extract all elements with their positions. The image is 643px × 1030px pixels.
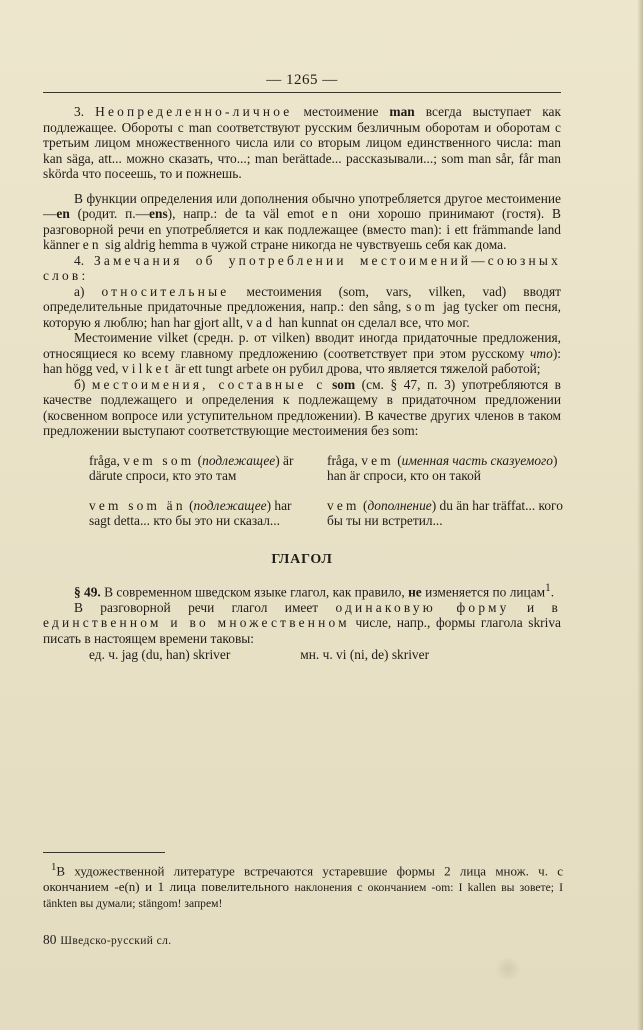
verb-paradigm <box>89 647 561 663</box>
word-man: man <box>389 104 415 119</box>
header-rule <box>43 92 561 93</box>
section-number: § 49. <box>74 584 101 600</box>
page-edge-shadow <box>637 0 643 1030</box>
footnote-ref: 1 <box>545 582 551 594</box>
section-title-verb: ГЛАГОЛ <box>271 551 333 567</box>
paragraph-relative-pronouns: а) относительные местоимения (som, vars, vilken, vad) вводят определительные придаточные предложения, напр.: den sång, som jag tycker om песня, которую я люблю; han har gjort allt, vad han kunnat он сделал все, что мог. <box>43 283 561 330</box>
term-indefinite-personal: Неопределенно-личное <box>95 104 293 119</box>
example-predicate: fråga, vem (именная часть сказуемого) han är спроси, кто он такой <box>327 452 558 483</box>
footnote: $^1$В художественной литературе встречаются устаревшие формы 2 лица множ. ч. с окончанием -e(n) и 1 лица повелительного наклонения с окончанием -om: I kallen вы зовете; I tänkten вы думали; stängom! запрем! <box>43 861 563 911</box>
paradigm-plural: мн. ч. vi (ni, de) skriver <box>300 647 430 663</box>
examples-grid <box>89 453 561 543</box>
paragraph-vilket: Местоимение vilket (средн. р. от vilken) вводит иногда придаточные предложения, относящиеся ко всему главному предложению (соответствует при этом русскому что): han högg ved, vilket är ett tungt arbete он рубил дрова, что является тяжелой работой; <box>43 330 561 376</box>
example-concessive-subject: vem som än (подлежащее) har sagt detta... кто бы это ни сказал... <box>89 497 292 528</box>
footnote-rule <box>43 852 165 853</box>
paragraph-verb-forms: В разговорной речи глагол имеет одинаковую форму и в единственном и во множественном числе, напр., формы глагола skriva писать в настоящем времени таковы: <box>43 599 561 646</box>
paragraph-en-pronoun: В функции определения или дополнения обычно употребляется другое местоимение—en (родит. п.—ens), напр.: de ta väl emot en они хорошо принимают (гостя). В разговорной речи en употребляется и как подлежащее (вместо man): i ett främmande land känner en sig aldrig hemma в чужой стране никогда не чувствуешь себя как дома. <box>43 190 561 252</box>
example-subject: fråga, vem som (подлежащее) är därute спроси, кто это там <box>89 452 294 483</box>
paragraph-remarks-heading: 4. Замечания об употреблении местоимений—союзных слов: <box>43 252 561 283</box>
paper-stain <box>493 958 523 980</box>
paradigm-singular: ед. ч. jag (du, han) skriver <box>89 647 231 663</box>
main-text <box>43 104 561 663</box>
footnote-mark: 1 <box>51 861 57 873</box>
example-concessive-object: vem (дополнение) du än har träffat... кого бы ты ни встретил... <box>327 497 563 528</box>
paragraph-49: § 49. В современном шведском языке глагол, как правило, не изменяется по лицам$^1$. <box>74 582 555 600</box>
paragraph-compound-pronouns: б) местоимения, составные с som (см. § 47, п. 3) употребляются в качестве подлежащего и определения к подлежащему в придаточном предложении (косвенном вопросе или уступительном предложении). В качестве других членов в таком предложении выступают соответствующие местоимения без som: <box>43 376 561 438</box>
term-remarks: Замечания об употреблении местоимений—союзных слов: <box>43 252 561 283</box>
page-number: — 1265 — <box>266 72 338 88</box>
paragraph-indefinite-pronoun: 3. Неопределенно-личное местоимение man всегда выступает как подлежащее. Обороты с man соответствуют русским безличным оборотам и оборотам с третьим лицом множественного числа или со вторым лицом единственного числа: man kan säga, att... можно сказать, что...; man berättade... рассказывали...; som man sår, får man skörda что посеешь, то и пожнешь. <box>43 104 561 181</box>
printer-signature: 80 Шведско-русский сл. <box>43 932 172 947</box>
